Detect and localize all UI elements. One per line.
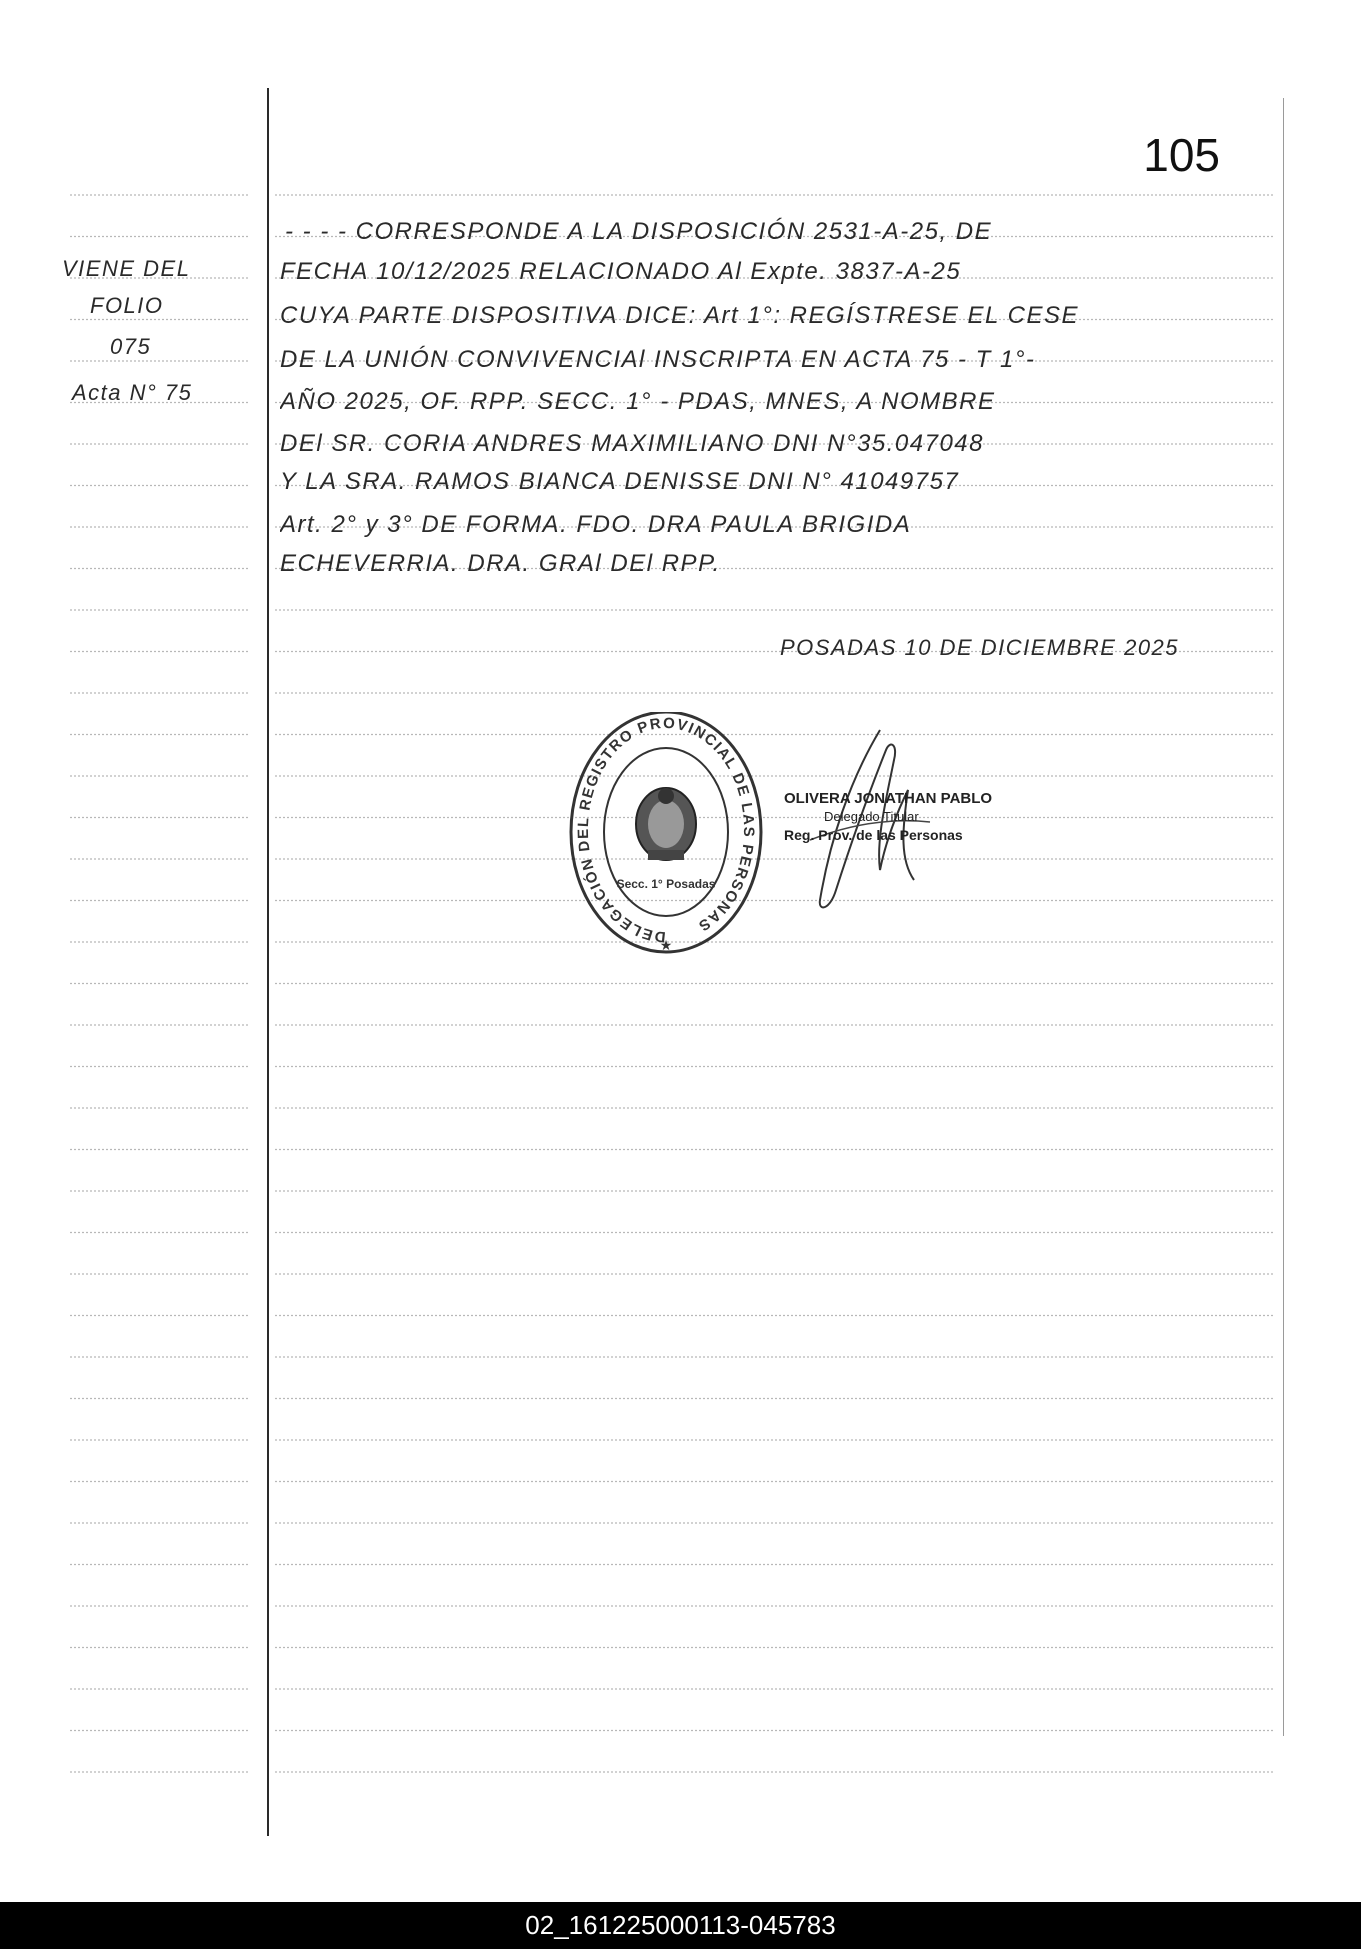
margin-note-line: 075 <box>110 334 152 359</box>
body-line: DE LA UNIÓN CONVIVENCIAl INSCRIPTA EN ACTA 75 - T 1°- <box>280 346 1036 373</box>
signer-name: OLIVERA JONATHAN PABLO <box>784 790 993 807</box>
official-seal <box>568 712 764 962</box>
right-border <box>1283 98 1284 1736</box>
footer-bar <box>0 1902 1361 1949</box>
signer-role: Delegado Titular <box>824 809 919 824</box>
document-id: 02_161225000113-045783 <box>525 1910 836 1940</box>
seal-ring-text: DELEGACIÓN DEL REGISTRO PROVINCIAL DE LAS PERSONAS <box>574 714 758 946</box>
body-line: CUYA PARTE DISPOSITIVA DICE: Art 1°: REGÍSTRESE EL CESE <box>280 302 1079 329</box>
margin-note-line: Acta N° 75 <box>72 380 193 405</box>
body-line: AÑO 2025, OF. RPP. SECC. 1° - PDAS, MNES, A NOMBRE <box>280 388 996 415</box>
margin-note-line: FOLIO <box>90 293 164 318</box>
signature-stamp <box>784 790 1044 844</box>
body-line: DEl SR. CORIA ANDRES MAXIMILIANO DNI N°35.047048 <box>280 430 985 457</box>
body-line: ECHEVERRIA. DRA. GRAl DEl RPP. <box>280 550 721 577</box>
page-number: 105 <box>1143 129 1220 181</box>
seal-inner-text: Secc. 1° Posadas <box>616 877 716 891</box>
signer-office: Reg. Prov. de las Personas <box>784 827 963 843</box>
body-line: Art. 2° y 3° DE FORMA. FDO. DRA PAULA BRIGIDA <box>280 511 912 538</box>
place-date: POSADAS 10 DE DICIEMBRE 2025 <box>780 635 1180 660</box>
body-line: FECHA 10/12/2025 RELACIONADO Al Expte. 3837-A-25 <box>280 258 962 285</box>
margin-note-line: VIENE DEL <box>62 256 191 281</box>
seal-star-icon: ★ <box>659 938 673 954</box>
body-line: Y LA SRA. RAMOS BIANCA DENISSE DNI N° 41049757 <box>280 468 960 495</box>
coat-of-arms-icon <box>636 788 696 860</box>
body-line: - - - - CORRESPONDE A LA DISPOSICIÓN 2531-A-25, DE <box>285 218 993 245</box>
